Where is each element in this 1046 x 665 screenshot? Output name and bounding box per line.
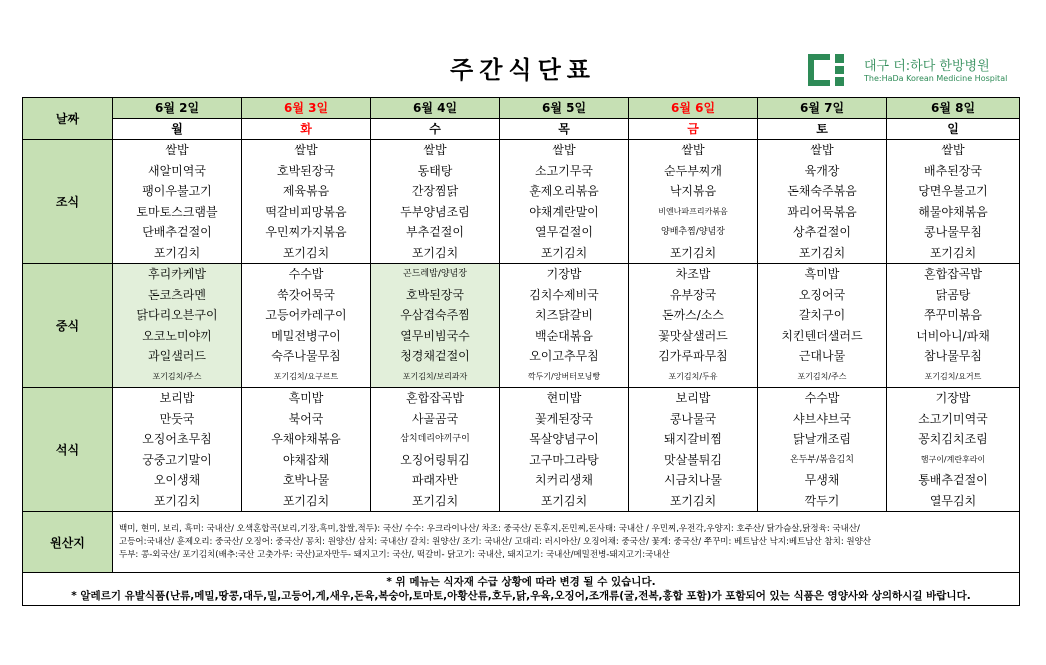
menu-item: 간장찜닭	[411, 184, 459, 198]
menu-item: 쑥갓어묵국	[277, 287, 335, 302]
menu-cell	[242, 388, 371, 512]
menu-item: 치커리생채	[535, 473, 593, 487]
day-date: 6월 6일	[629, 98, 758, 119]
day-weekday: 금	[629, 119, 758, 140]
meal-row	[23, 388, 1020, 512]
menu-item: 통배추겉절이	[918, 473, 988, 487]
menu-item: 돈채숙주볶음	[787, 184, 857, 198]
menu-item: 우채야채볶음	[271, 432, 341, 446]
menu-cell	[758, 264, 887, 388]
menu-item: 야채잡채	[282, 452, 330, 467]
menu-item: 열무겉절이	[535, 225, 593, 239]
menu-item: 쭈꾸미볶음	[924, 308, 982, 322]
menu-item: 제육볶음	[282, 184, 330, 198]
menu-item: 샤브샤브국	[793, 411, 851, 426]
menu-item: 콩나물무침	[924, 225, 982, 239]
menu-item: 오이고추무침	[529, 349, 599, 363]
menu-item: 참나물무침	[924, 349, 982, 363]
menu-item: 너비아니/파채	[916, 328, 990, 343]
menu-item: 수수밥	[804, 391, 840, 405]
menu-item: 낙지볶음	[669, 184, 717, 198]
menu-item: 토마토스크램블	[136, 204, 218, 219]
menu-item: 열무비빔국수	[400, 328, 470, 343]
menu-item: 콩나물국	[669, 411, 717, 426]
menu-item: 부추겉절이	[406, 225, 464, 239]
menu-item: 해물야채볶음	[918, 204, 988, 219]
menu-item: 쌀밥	[810, 143, 834, 157]
menu-item: 새알미역국	[148, 163, 206, 178]
menu-item: 고등어카레구이	[265, 308, 347, 322]
menu-item: 소고기미역국	[918, 411, 988, 426]
menu-cell	[758, 388, 887, 512]
weekday-row	[23, 119, 1020, 140]
note-line: * 위 메뉴는 식자재 수급 상황에 따라 변경 될 수 있습니다.	[386, 576, 656, 588]
meal-row	[23, 264, 1020, 388]
page-title: 주간식단표	[450, 56, 596, 84]
menu-item: 갈치구이	[798, 308, 846, 322]
origin-text	[113, 512, 1020, 573]
menu-item: 돼지갈비찜	[664, 432, 722, 446]
menu-item: 꽃맛살샐러드	[658, 328, 728, 343]
menu-item: 메밀전병구이	[271, 328, 341, 343]
menu-item: 흑미밥	[804, 267, 840, 281]
menu-item: 기장밥	[546, 267, 582, 281]
menu-item: 현미밥	[546, 391, 582, 405]
origin-line: 두부: 콩-외국산/ 포기김치(배추:국산 고춧가루: 국산)교자만두- 돼지고기: 국산/, 떡갈비- 닭고기: 국내산, 돼지고기: 국내산/메밀전병-돼지고기:국내산	[119, 549, 670, 560]
menu-item: 수수밥	[288, 267, 324, 281]
menu-item: 깍두기	[804, 493, 840, 508]
menu-item: 보리밥	[675, 391, 711, 405]
menu-item: 깍두기/앙버터모닝빵	[527, 371, 601, 381]
menu-item: 돈코츠라멘	[148, 287, 206, 302]
menu-item: 보리밥	[159, 391, 195, 405]
menu-item: 훈제오리볶음	[529, 184, 599, 198]
menu-item: 포기김치/주스	[152, 371, 202, 381]
menu-item: 포기김치	[282, 493, 330, 508]
menu-item: 청경채겉절이	[400, 349, 470, 363]
hospital-logo-icon	[808, 54, 844, 86]
menu-item: 치킨텐더샐러드	[781, 328, 863, 343]
day-weekday: 목	[500, 119, 629, 140]
meal-label: 조식	[23, 140, 113, 264]
menu-item: 쌀밥	[294, 143, 318, 157]
day-date: 6월 4일	[371, 98, 500, 119]
menu-item: 포기김치	[540, 493, 588, 508]
menu-item: 쌀밥	[165, 143, 189, 157]
day-date: 6월 3일	[242, 98, 371, 119]
menu-item: 김치수제비국	[529, 287, 599, 302]
menu-item: 야채계란말이	[529, 204, 599, 219]
menu-item: 포기김치/요거트	[924, 371, 982, 381]
menu-cell	[500, 388, 629, 512]
menu-item: 후리카케밥	[148, 267, 206, 281]
menu-item: 호박된장국	[406, 287, 464, 302]
menu-item: 기장밥	[935, 391, 971, 405]
menu-item: 포기김치/보리과자	[402, 371, 468, 381]
menu-item: 열무김치	[929, 493, 977, 508]
menu-item: 무생채	[804, 473, 840, 487]
menu-item: 두부양념조림	[400, 204, 470, 219]
menu-item: 닭날개조림	[793, 432, 851, 446]
menu-item: 목살양념구이	[529, 432, 599, 446]
menu-item: 곤드레밥/양념장	[403, 269, 467, 279]
menu-item: 당면우불고기	[918, 184, 988, 198]
menu-cell	[113, 388, 242, 512]
menu-item: 순두부찌개	[664, 163, 722, 178]
menu-item: 포기김치	[540, 245, 588, 260]
day-date: 6월 8일	[887, 98, 1020, 119]
menu-item: 치즈닭갈비	[535, 308, 593, 322]
origin-row	[23, 512, 1020, 573]
origin-line: 백미, 현미, 보리, 흑미: 국내산/ 오색혼합곡(보리,기장,흑미,찹쌀,적두): 국산/ 수수: 우크라이나산/ 차조: 중국산/ 돈후지,돈민찌,돈사태: 국내산 / 우민찌,우전각,우양지: 호주산/ 닭가슴살,닭정육: 국내산/	[119, 523, 860, 534]
menu-item: 포기김치	[411, 245, 459, 260]
menu-item: 꽁치김치조림	[918, 432, 988, 446]
note-line: * 알레르기 유발식품(난류,메밀,땅콩,대두,밀,고등어,게,새우,돈육,복숭아,토마토,아황산류,호두,닭,우육,오징어,조개류(굴,전복,홍합 포함)가 포함되어 있는 식품은 영양사와 상의하시길 바랍니다.	[71, 590, 971, 602]
menu-item: 오징어국	[798, 287, 846, 302]
menu-item: 포기김치	[153, 493, 201, 508]
hospital-name-kr: 대구 더:하다 한방병원	[864, 59, 990, 74]
menu-item: 오징어링튀김	[400, 452, 470, 467]
date-row	[23, 98, 1020, 119]
meal-row	[23, 140, 1020, 264]
menu-item: 햄구이/계란후라이	[920, 454, 986, 464]
menu-item: 사골곰국	[411, 411, 459, 426]
menu-item: 포기김치	[411, 493, 459, 508]
menu-item: 흑미밥	[288, 391, 324, 405]
menu-item: 오징어초무침	[142, 432, 212, 446]
menu-item: 궁중고기말이	[142, 452, 212, 467]
origin-line: 고등어:국내산/ 훈제오리: 중국산/ 오징어: 중국산/ 꽁치: 원양산/ 삼치: 국내산/ 갈치: 원양산/ 조기: 국내산/ 고대리: 러시아산/ 오징어채: 중국산/ 꽃게: 중국산/ 쭈꾸미: 베트남산 낙지:베트남산 참치: 원양산	[119, 536, 872, 547]
day-date: 6월 7일	[758, 98, 887, 119]
menu-item: 소고기무국	[535, 163, 593, 178]
menu-item: 김가루파무침	[658, 349, 728, 363]
notes-cell	[23, 573, 1020, 606]
menu-item: 고구마그라탕	[529, 452, 599, 467]
origin-label: 원산지	[23, 512, 113, 573]
menu-cell	[113, 264, 242, 388]
menu-cell	[371, 264, 500, 388]
menu-cell	[500, 264, 629, 388]
menu-item: 닭다리오븐구이	[136, 308, 218, 322]
menu-item: 닭곰탕	[935, 287, 971, 302]
menu-item: 삼치데리야끼구이	[400, 434, 470, 444]
meal-label: 중식	[23, 264, 113, 388]
menu-item: 오이생채	[153, 473, 201, 487]
menu-item: 쌀밥	[941, 143, 965, 157]
menu-cell	[242, 264, 371, 388]
day-weekday: 화	[242, 119, 371, 140]
menu-item: 포기김치	[929, 245, 977, 260]
menu-item: 포기김치/두유	[668, 371, 718, 381]
menu-item: 혼합잡곡밥	[924, 267, 982, 281]
menu-item: 온두부/볶음김치	[790, 454, 854, 465]
menu-item: 비엔나파프리카볶음	[658, 206, 728, 216]
notes-row	[23, 573, 1020, 606]
hospital-logo	[808, 54, 1028, 88]
menu-item: 우민찌가지볶음	[265, 225, 347, 239]
menu-item: 떡갈비피망볶음	[265, 204, 347, 219]
menu-item: 오코노미야끼	[142, 328, 212, 343]
menu-item: 백순대볶음	[535, 328, 593, 343]
menu-item: 포기김치	[282, 245, 330, 260]
menu-item: 상추겉절이	[793, 225, 851, 239]
meal-label: 석식	[23, 388, 113, 512]
menu-cell	[887, 264, 1020, 388]
menu-item: 단배추겉절이	[142, 225, 212, 239]
menu-item: 쌀밥	[681, 143, 705, 157]
menu-cell	[371, 140, 500, 264]
menu-cell	[113, 140, 242, 264]
weekly-menu-table	[22, 97, 1020, 606]
menu-item: 돈까스/소스	[661, 308, 724, 322]
menu-item: 시금치나물	[664, 473, 722, 487]
menu-cell	[500, 140, 629, 264]
menu-cell	[887, 388, 1020, 512]
menu-item: 과일샐러드	[148, 349, 206, 363]
menu-item: 차조밥	[675, 267, 711, 281]
day-weekday: 일	[887, 119, 1020, 140]
menu-item: 호박된장국	[277, 163, 335, 178]
menu-item: 근대나물	[798, 349, 846, 363]
menu-item: 꽃게된장국	[535, 411, 593, 426]
menu-item: 포기김치	[798, 245, 846, 260]
day-weekday: 토	[758, 119, 887, 140]
day-weekday: 수	[371, 119, 500, 140]
menu-item: 맛살볼튀김	[664, 452, 722, 467]
menu-cell	[629, 264, 758, 388]
menu-item: 포기김치/요구르트	[273, 371, 339, 381]
menu-item: 동태탕	[417, 163, 453, 178]
menu-item: 포기김치	[669, 245, 717, 260]
menu-cell	[371, 388, 500, 512]
menu-item: 숙주나물무침	[271, 349, 341, 363]
day-date: 6월 2일	[113, 98, 242, 119]
day-date: 6월 5일	[500, 98, 629, 119]
menu-item: 양배추찜/양념장	[661, 227, 725, 237]
menu-item: 호박나물	[282, 473, 330, 487]
menu-item: 혼합잡곡밥	[406, 391, 464, 405]
menu-cell	[629, 140, 758, 264]
menu-cell	[629, 388, 758, 512]
menu-item: 쌀밥	[552, 143, 576, 157]
day-weekday: 월	[113, 119, 242, 140]
hospital-name-en: The:HaDa Korean Medicine Hospital	[864, 74, 1008, 83]
menu-item: 포기김치/주스	[797, 371, 847, 381]
menu-item: 팽이우불고기	[142, 184, 212, 198]
menu-cell	[758, 140, 887, 264]
menu-item: 우삼겹숙주찜	[400, 308, 470, 322]
menu-item: 꽈리어묵볶음	[787, 204, 857, 219]
menu-item: 파래자반	[411, 473, 459, 487]
menu-item: 유부장국	[669, 287, 717, 302]
menu-item: 북어국	[288, 411, 324, 426]
menu-item: 만둣국	[159, 411, 195, 426]
menu-item: 포기김치	[153, 245, 201, 260]
date-label: 날짜	[23, 98, 113, 140]
menu-item: 포기김치	[669, 493, 717, 508]
menu-item: 쌀밥	[423, 143, 447, 157]
menu-item: 육개장	[804, 163, 840, 178]
menu-cell	[887, 140, 1020, 264]
menu-item: 배추된장국	[924, 163, 982, 178]
menu-cell	[242, 140, 371, 264]
